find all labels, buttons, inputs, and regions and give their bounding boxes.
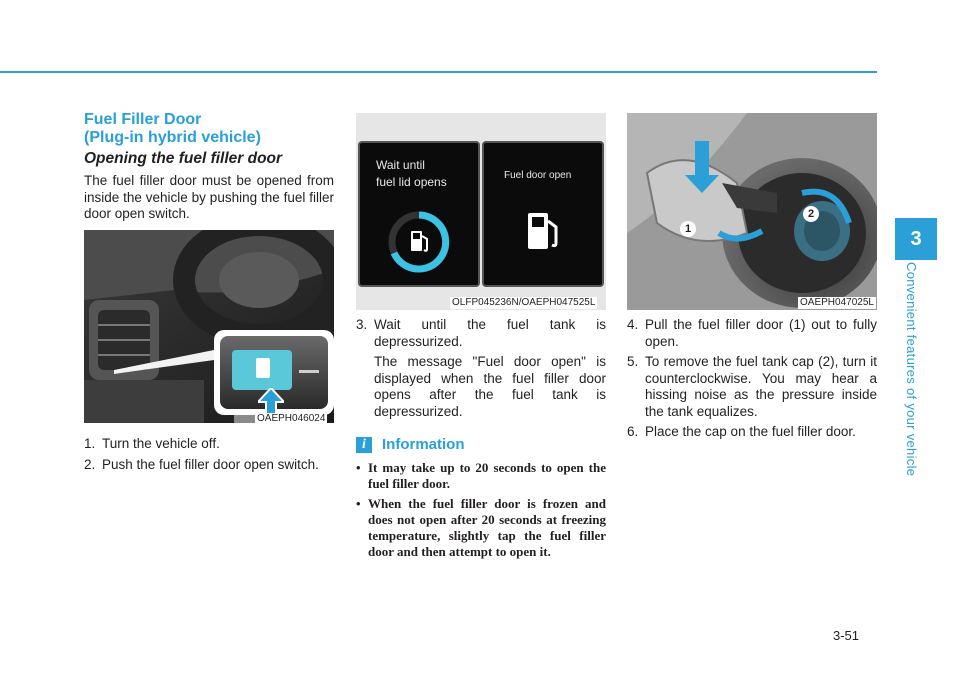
figure-cluster-messages	[356, 113, 606, 310]
step-item: 3. Wait until the fuel tank is depressurized. The message "Fuel door open" is displayed when the fuel filler door opens after the fuel tank is depressurized.	[356, 317, 606, 419]
list-item: • It may take up to 20 seconds to open the fuel filler door.	[356, 460, 606, 491]
fuel-pump-icon	[524, 209, 564, 253]
chapter-title-vertical: Convenient features of your vehicle	[904, 262, 919, 477]
marker-2-badge: 2	[803, 206, 819, 222]
steps-list-col1	[84, 436, 334, 473]
progress-ring-icon	[386, 209, 452, 275]
information-heading: i Information	[356, 436, 465, 453]
cluster-display-waiting: Wait until fuel lid opens	[358, 141, 480, 287]
step-item: 4. Pull the fuel filler door (1) out to fully open.	[627, 317, 877, 349]
page-number: 3-51	[833, 628, 860, 643]
intro-paragraph: The fuel filler door must be opened from inside the vehicle by pushing the fuel filler door open switch.	[84, 173, 334, 221]
figure-caption: OAEPH046024	[257, 413, 326, 424]
steps-list-col2	[356, 317, 606, 420]
marker-1-badge: 1	[680, 221, 696, 237]
information-bullets	[356, 460, 606, 564]
figure-caption: OAEPH047025L	[800, 297, 874, 308]
steps-list-col3	[627, 317, 877, 441]
fuel-cap-illustration	[627, 113, 877, 310]
info-icon: i	[356, 437, 372, 453]
step-item: 2. Push the fuel filler door open switch.	[84, 456, 319, 472]
step-item: 6. Place the cap on the fuel filler door.	[627, 424, 856, 439]
step-item: 1. Turn the vehicle off.	[84, 436, 220, 451]
dashboard-illustration	[84, 230, 334, 423]
figure-caption: OLFP045236N/OAEPH047525L	[452, 297, 596, 308]
header-rule	[0, 71, 877, 73]
figure-fuel-cap	[627, 113, 877, 310]
chapter-tab: 3	[895, 218, 937, 260]
cluster-display-door-open: Fuel door open	[482, 141, 604, 287]
step-item: 5. To remove the fuel tank cap (2), turn it counterclockwise. You may hear a hissing noise as the pressure inside the tank equalizes.	[627, 354, 877, 419]
section-subtitle: Opening the fuel filler door	[84, 150, 283, 167]
section-title: Fuel Filler Door (Plug-in hybrid vehicle)	[84, 111, 261, 146]
figure-dashboard-switch	[84, 230, 334, 423]
list-item: • When the fuel filler door is frozen and does not open after 20 seconds at freezing temperature, slightly tap the fuel filler door and then attempt to open it.	[356, 496, 606, 559]
